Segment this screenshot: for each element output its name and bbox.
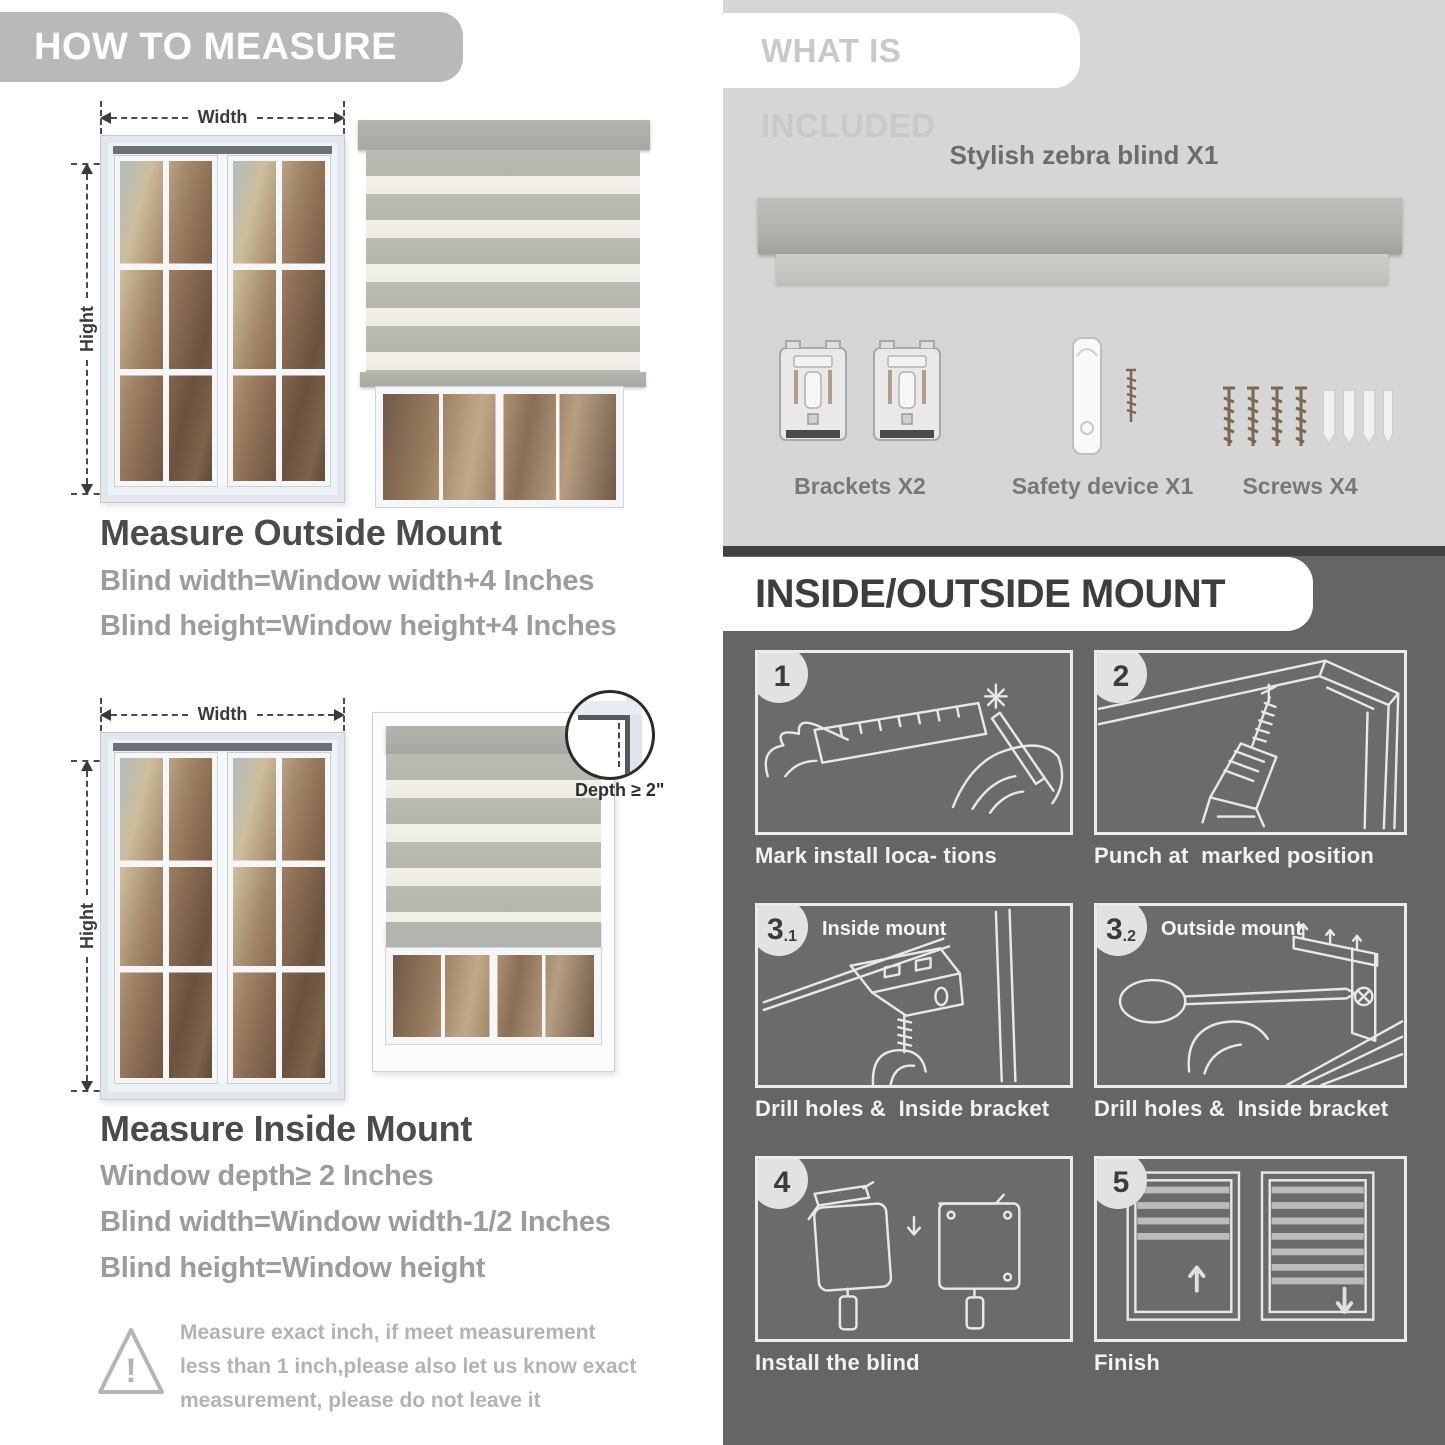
height-arrow — [75, 760, 99, 1092]
outside-mount-label: Outside mount — [1161, 918, 1303, 940]
width-arrow — [100, 107, 345, 128]
part-safety-device — [985, 330, 1220, 500]
window-mullion — [217, 156, 228, 486]
blind-solid-band — [386, 922, 601, 948]
dash-line — [86, 957, 88, 1081]
screws-label: Screws X4 — [1242, 473, 1358, 499]
window-photo — [100, 135, 345, 503]
outside-formula-width: Blind width=Window width+4 Inches — [100, 565, 595, 597]
step-panel-4 — [755, 1156, 1073, 1342]
step-number: 2 — [1112, 660, 1130, 693]
dash-line — [111, 117, 188, 119]
outside-mount-blind-figure — [358, 120, 650, 505]
frame-edge — [568, 701, 642, 715]
warning-triangle-icon — [95, 1322, 167, 1402]
width-label: Width — [197, 704, 248, 724]
window-glass-left — [115, 156, 217, 486]
frame-corner-line — [578, 715, 630, 720]
step-panel-3-1 — [755, 903, 1073, 1088]
window-top-track — [113, 743, 332, 751]
window-under-blind — [376, 387, 623, 507]
blind-fabric — [366, 150, 640, 372]
section-divider — [723, 546, 1445, 556]
step-number: 4 — [773, 1166, 791, 1199]
window-glass-left — [115, 753, 217, 1083]
dash-line — [86, 360, 88, 484]
outside-formula-height: Blind height=Window height+4 Inches — [100, 610, 617, 642]
window-under-blind — [386, 948, 601, 1044]
height-label: Hight — [76, 306, 97, 352]
depth-detail-magnifier — [565, 690, 655, 780]
blind-bottom-rail — [360, 372, 646, 387]
window-top-track — [113, 146, 332, 154]
product-label: Stylish zebra blind X1 — [949, 140, 1219, 170]
outside-mount-title: Measure Outside Mount — [100, 512, 502, 553]
step-number: 1 — [773, 660, 791, 693]
how-to-measure-header: HOW TO MEASURE — [0, 12, 463, 82]
step-caption-4: Install the blind — [755, 1350, 920, 1375]
screws-image — [1205, 330, 1395, 465]
height-arrow — [75, 163, 99, 495]
step-caption-2: Punch at marked position — [1094, 843, 1375, 868]
step-number: 3 — [766, 913, 784, 946]
step-panel-5 — [1094, 1156, 1407, 1342]
outside-mount-window-figure — [75, 105, 345, 505]
step-caption-3-1: Drill holes & Inside bracket — [755, 1096, 1050, 1121]
warning-exclamation: ! — [125, 1352, 137, 1390]
window-glass-right — [228, 753, 330, 1083]
window-sashes — [115, 156, 330, 486]
step-caption-3-2: Drill holes & Inside bracket — [1094, 1096, 1389, 1121]
dash-line — [86, 771, 88, 895]
dash-line — [257, 714, 334, 716]
frame-corner-line — [625, 715, 630, 777]
step-panel-3-2 — [1094, 903, 1407, 1088]
part-brackets — [760, 330, 960, 500]
inside-mount-label: Inside mount — [822, 918, 947, 940]
inside-formula-height: Blind height=Window height — [100, 1252, 486, 1284]
dash-line — [86, 174, 88, 298]
brackets-image — [760, 330, 960, 465]
step-subnumber: .2 — [1122, 928, 1137, 945]
step-panel-1 — [755, 650, 1073, 835]
product-fabric-edge — [776, 254, 1388, 284]
inside-formula-width: Blind width=Window width-1/2 Inches — [100, 1206, 611, 1238]
inside-outside-mount-header: INSIDE/OUTSIDE MOUNT — [723, 557, 1313, 631]
safety-device-label: Safety device X1 — [1011, 473, 1194, 499]
height-label: Hight — [76, 903, 97, 949]
depth-label: Depth ≥ 2" — [575, 780, 665, 800]
inside-mount-window-figure — [75, 702, 345, 1102]
window-photo — [100, 732, 345, 1100]
product-cassette-image — [758, 198, 1402, 254]
blind-cassette — [358, 120, 650, 150]
step-subnumber: .1 — [783, 928, 798, 945]
inside-mount-title: Measure Inside Mount — [100, 1108, 473, 1149]
what-is-included-header: WHAT IS INCLUDED — [723, 13, 1080, 88]
inside-formula-depth: Window depth≥ 2 Inches — [100, 1160, 434, 1192]
window-glass-right — [228, 156, 330, 486]
window-sashes — [115, 753, 330, 1083]
step-panel-2 — [1094, 650, 1407, 835]
safety-device-image — [985, 330, 1220, 465]
width-arrow — [100, 704, 345, 725]
step-number: 3 — [1105, 913, 1123, 946]
step-caption-5: Finish — [1094, 1350, 1160, 1375]
dash-line — [257, 117, 334, 119]
window-mullion — [217, 753, 228, 1083]
depth-dashed-line — [618, 723, 620, 767]
step-number: 5 — [1112, 1166, 1130, 1199]
warning-text: Measure exact inch, if meet measurement less than 1 inch,please also let us know exact measurement, please do not leave it — [180, 1321, 637, 1413]
step-caption-1: Mark install loca- tions — [755, 843, 997, 868]
part-screws — [1205, 330, 1395, 500]
blind-fabric — [386, 754, 601, 922]
width-label: Width — [197, 107, 248, 127]
brackets-label: Brackets X2 — [794, 473, 926, 499]
dash-line — [111, 714, 188, 716]
